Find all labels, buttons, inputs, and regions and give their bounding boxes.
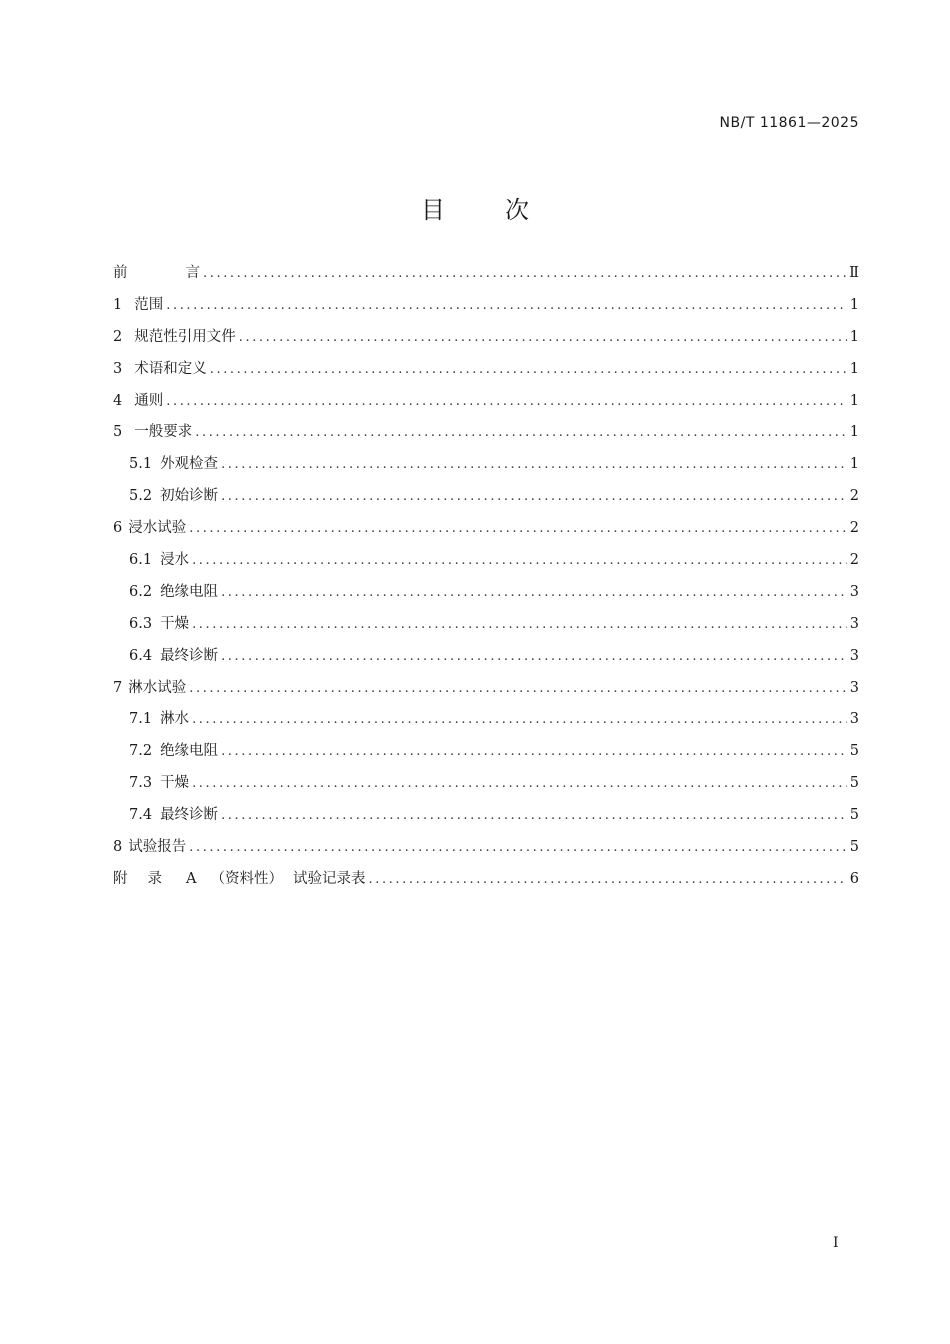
toc-entry-2[interactable] xyxy=(113,322,859,354)
toc-entry-4[interactable] xyxy=(113,386,859,418)
toc-page-number: 2 xyxy=(849,520,859,537)
toc-leader xyxy=(189,513,847,545)
toc-page-number: 6 xyxy=(849,870,859,887)
toc-label-foreword-a: 前 xyxy=(113,265,128,281)
toc-leader xyxy=(203,258,846,290)
toc-leader xyxy=(221,577,847,609)
toc-label: 淋水 xyxy=(160,711,190,728)
toc-entry-3[interactable] xyxy=(113,354,859,386)
toc-label: 绝缘电阻 xyxy=(160,743,219,760)
toc-page-number: 3 xyxy=(849,711,859,728)
toc-number: 7 xyxy=(113,679,123,696)
toc-number: 1 xyxy=(113,296,123,313)
toc-page-number: 5 xyxy=(849,839,859,856)
toc-entry-1[interactable] xyxy=(113,290,859,322)
toc-leader xyxy=(221,736,847,768)
toc-label: 干燥 xyxy=(160,775,190,792)
toc-number: 6 xyxy=(113,520,123,537)
toc-entry-7-2[interactable] xyxy=(113,736,859,768)
toc-leader xyxy=(192,545,847,577)
toc-appendix-title: 试验记录表 xyxy=(292,870,366,887)
toc-label: 浸水 xyxy=(160,552,190,569)
toc-leader xyxy=(221,800,847,832)
toc-leader xyxy=(221,449,847,481)
toc-label: 通则 xyxy=(134,392,164,409)
toc-leader xyxy=(192,704,847,736)
toc-entry-7[interactable] xyxy=(113,673,859,705)
toc-number: 8 xyxy=(113,839,123,856)
toc-number: 2 xyxy=(113,328,123,345)
toc-page-number: 1 xyxy=(849,456,859,473)
toc-label: 绝缘电阻 xyxy=(160,583,219,600)
document-number: NB/T 11861—2025 xyxy=(719,115,859,131)
toc-entry-6-1[interactable] xyxy=(113,545,859,577)
toc-label: 范围 xyxy=(134,296,164,313)
toc-label: 浸水试验 xyxy=(128,520,187,537)
toc-entry-7-4[interactable] xyxy=(113,800,859,832)
toc-label: 淋水试验 xyxy=(128,679,187,696)
toc-leader xyxy=(195,417,847,449)
toc-leader xyxy=(166,386,847,418)
toc-entry-6-3[interactable] xyxy=(113,609,859,641)
page-title xyxy=(0,190,950,225)
toc-page-number: 1 xyxy=(849,424,859,441)
toc-number: 7.3 xyxy=(129,775,153,792)
toc-entry-6-2[interactable] xyxy=(113,577,859,609)
toc-appendix-word-1: 附 xyxy=(113,870,128,887)
toc-page-number: 5 xyxy=(849,807,859,824)
toc-label: 最终诊断 xyxy=(160,807,219,824)
toc-leader xyxy=(221,641,847,673)
toc-page-number: 3 xyxy=(849,583,859,600)
toc-number: 7.1 xyxy=(129,711,153,728)
toc-page-number: 3 xyxy=(849,647,859,664)
toc-number: 5.2 xyxy=(129,488,153,505)
toc-label: 试验报告 xyxy=(128,839,187,856)
toc-page-number: 1 xyxy=(849,296,859,313)
toc-number: 7.2 xyxy=(129,743,153,760)
toc-number: 7.4 xyxy=(129,807,153,824)
toc-number: 6.2 xyxy=(129,583,153,600)
toc-entry-appendix-a[interactable] xyxy=(113,864,859,896)
toc-entry-8[interactable] xyxy=(113,832,859,864)
toc-page-number: 5 xyxy=(849,775,859,792)
toc-label: 外观检查 xyxy=(160,456,219,473)
toc-label: 最终诊断 xyxy=(160,647,219,664)
toc-number: 6.1 xyxy=(129,552,153,569)
title-char-2: 次 xyxy=(505,196,529,224)
toc-label: 一般要求 xyxy=(134,424,193,441)
toc-entry-5-1[interactable] xyxy=(113,449,859,481)
toc-label: 初始诊断 xyxy=(160,488,219,505)
toc-number: 3 xyxy=(113,360,123,377)
toc-number: 5.1 xyxy=(129,456,153,473)
toc-page-number: Ⅱ xyxy=(849,265,859,281)
toc-label: 规范性引用文件 xyxy=(134,328,236,345)
toc-number: 5 xyxy=(113,424,123,441)
toc-number: 6.4 xyxy=(129,647,153,664)
toc-leader xyxy=(189,673,847,705)
toc-leader xyxy=(210,354,847,386)
toc-entry-5-2[interactable] xyxy=(113,481,859,513)
toc-leader xyxy=(239,322,847,354)
toc-entry-6[interactable] xyxy=(113,513,859,545)
toc-entry-7-1[interactable] xyxy=(113,704,859,736)
toc-page-number: 2 xyxy=(849,488,859,505)
toc-appendix-word-2: 录 xyxy=(147,870,162,887)
page-number: I xyxy=(833,1235,839,1251)
toc-leader xyxy=(192,609,847,641)
toc-entry-5[interactable] xyxy=(113,417,859,449)
toc-appendix-type: （资料性） xyxy=(210,870,283,887)
toc-entry-foreword[interactable] xyxy=(113,258,859,290)
toc-page-number: 2 xyxy=(849,552,859,569)
toc-leader xyxy=(192,768,847,800)
toc-appendix-letter: A xyxy=(186,870,197,887)
toc-leader xyxy=(368,864,846,896)
toc-page-number: 3 xyxy=(849,615,859,632)
toc-number: 4 xyxy=(113,392,123,409)
toc-page-number: 1 xyxy=(849,392,859,409)
toc-leader xyxy=(166,290,847,322)
toc-label-foreword-b: 言 xyxy=(185,265,200,281)
toc-page-number: 1 xyxy=(849,328,859,345)
table-of-contents xyxy=(113,258,859,896)
toc-entry-6-4[interactable] xyxy=(113,641,859,673)
toc-number: 6.3 xyxy=(129,615,153,632)
toc-page-number: 5 xyxy=(849,743,859,760)
toc-leader xyxy=(189,832,847,864)
toc-label: 术语和定义 xyxy=(134,360,207,377)
toc-page-number: 1 xyxy=(849,360,859,377)
toc-page-number: 3 xyxy=(849,679,859,696)
toc-entry-7-3[interactable] xyxy=(113,768,859,800)
title-char-1: 目 xyxy=(421,196,445,224)
toc-label: 干燥 xyxy=(160,615,190,632)
toc-leader xyxy=(221,481,847,513)
